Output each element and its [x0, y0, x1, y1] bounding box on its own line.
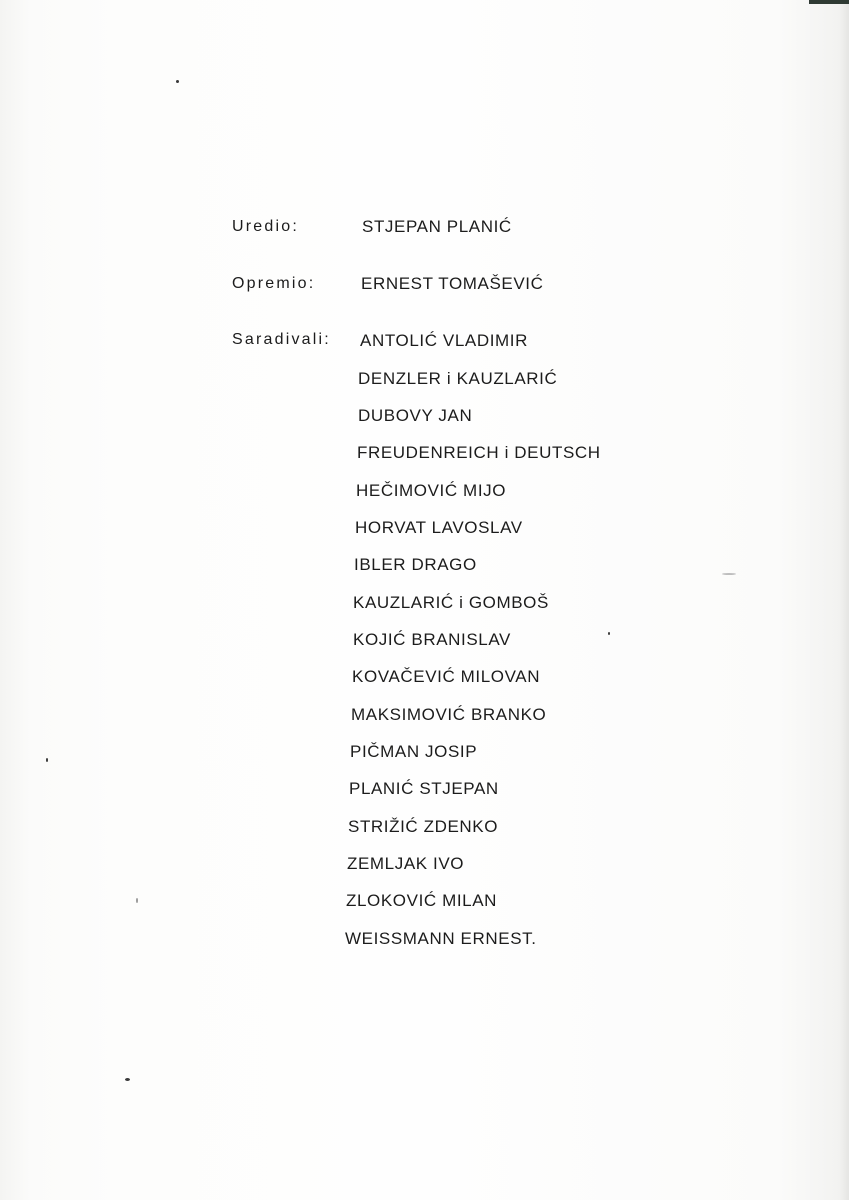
contributor-name: ANTOLIĆ VLADIMIR: [360, 331, 528, 350]
contributor-name: PLANIĆ STJEPAN: [349, 779, 499, 798]
contributor-name: HORVAT LAVOSLAV: [355, 518, 523, 537]
print-speck: [46, 758, 48, 762]
contributor-name: KOJIĆ BRANISLAV: [353, 630, 511, 649]
contributor-name: WEISSMANN ERNEST.: [345, 929, 537, 948]
contributor-name: IBLER DRAGO: [354, 555, 477, 574]
contributor-name: ZLOKOVIĆ MILAN: [346, 891, 498, 910]
contributor-name: FREUDENREICH i DEUTSCH: [357, 443, 601, 462]
contributor-name: DUBOVY JAN: [358, 406, 473, 425]
editor-credit: [0, 217, 849, 247]
contributor-name: HEČIMOVIĆ MIJO: [356, 481, 507, 500]
contributor-name: MAKSIMOVIĆ BRANKO: [351, 705, 547, 724]
print-speck: [125, 1078, 130, 1081]
contributor-name: ZEMLJAK IVO: [347, 854, 465, 873]
print-speck: [136, 898, 138, 903]
page-edge-shadow: [839, 0, 849, 1200]
contributor-name: DENZLER i KAUZLARIĆ: [358, 369, 558, 388]
editor-name: STJEPAN PLANIĆ: [362, 217, 512, 236]
contributors-label: Saradivali:: [232, 331, 331, 348]
contributor-name: KOVAČEVIĆ MILOVAN: [352, 667, 541, 686]
editor-label: Uredio:: [232, 218, 299, 235]
corner-mark: [809, 0, 849, 4]
contributor-name: KAUZLARIĆ i GOMBOŠ: [353, 593, 549, 612]
contributor-name: STRIŽIĆ ZDENKO: [348, 817, 499, 836]
print-speck: [608, 632, 610, 635]
designer-credit: [0, 274, 849, 304]
print-speck: [176, 80, 179, 83]
designer-label: Opremio:: [232, 275, 316, 292]
print-speck: [722, 573, 736, 575]
designer-name: ERNEST TOMAŠEVIĆ: [361, 274, 544, 293]
contributor-name: PIČMAN JOSIP: [350, 742, 478, 761]
